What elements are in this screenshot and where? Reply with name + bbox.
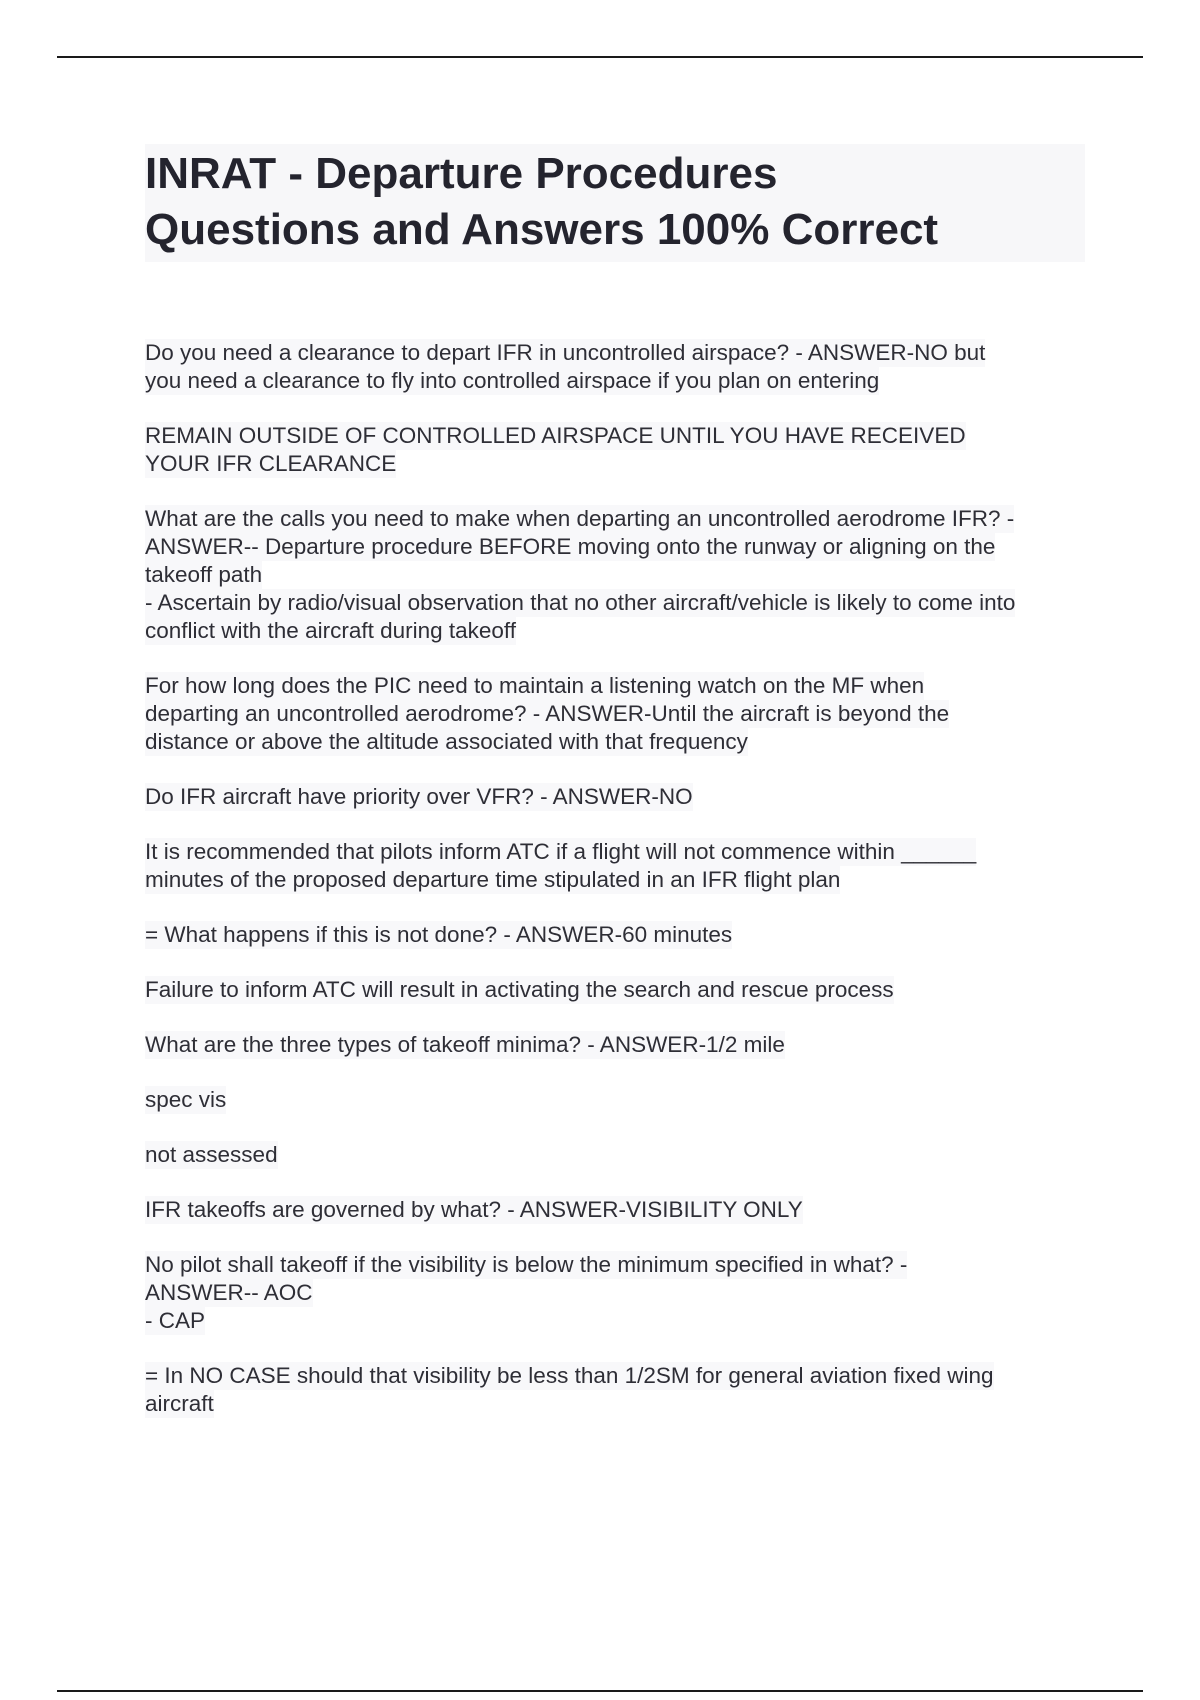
text-line: YOUR IFR CLEARANCE <box>145 451 397 476</box>
text-line: Failure to inform ATC will result in activating the search and rescue process <box>145 977 894 1002</box>
qa-paragraph <box>145 1141 1090 1169</box>
text-line: conflict with the aircraft during takeoff <box>145 618 517 643</box>
document-title <box>145 144 1085 262</box>
qa-paragraph <box>145 339 1090 395</box>
qa-content <box>145 339 1090 1445</box>
qa-paragraph <box>145 422 1090 478</box>
text-line: What are the calls you need to make when departing an uncontrolled aerodrome IFR? - <box>145 506 1015 531</box>
text-line: minutes of the proposed departure time stipulated in an IFR flight plan <box>145 867 841 892</box>
text-line: For how long does the PIC need to maintain a listening watch on the MF when <box>145 673 925 698</box>
title-line-2: Questions and Answers 100% Correct <box>145 205 939 254</box>
text-line: REMAIN OUTSIDE OF CONTROLLED AIRSPACE UNTIL YOU HAVE RECEIVED <box>145 423 966 448</box>
text-line: ANSWER-- Departure procedure BEFORE moving onto the runway or aligning on the <box>145 534 996 559</box>
qa-paragraph <box>145 505 1090 645</box>
text-line: Do IFR aircraft have priority over VFR? - ANSWER-NO <box>145 784 693 809</box>
qa-paragraph <box>145 1031 1090 1059</box>
text-line: ANSWER-- AOC <box>145 1280 313 1305</box>
text-line: = What happens if this is not done? - ANSWER-60 minutes <box>145 922 733 947</box>
qa-paragraph <box>145 976 1090 1004</box>
qa-paragraph <box>145 672 1090 756</box>
text-line: - CAP <box>145 1308 206 1333</box>
text-line: you need a clearance to fly into controlled airspace if you plan on entering <box>145 368 880 393</box>
text-line: spec vis <box>145 1087 227 1112</box>
text-line: = In NO CASE should that visibility be less than 1/2SM for general aviation fixed wing <box>145 1363 994 1388</box>
text-line: What are the three types of takeoff minima? - ANSWER-1/2 mile <box>145 1032 785 1057</box>
qa-paragraph <box>145 1362 1090 1418</box>
text-line: IFR takeoffs are governed by what? - ANSWER-VISIBILITY ONLY <box>145 1197 803 1222</box>
qa-paragraph <box>145 921 1090 949</box>
text-line: aircraft <box>145 1391 214 1416</box>
top-rule <box>57 56 1143 58</box>
qa-paragraph <box>145 783 1090 811</box>
qa-paragraph <box>145 838 1090 894</box>
text-line: - Ascertain by radio/visual observation that no other aircraft/vehicle is likely to come into <box>145 590 1016 615</box>
title-line-1: INRAT - Departure Procedures <box>145 149 778 198</box>
qa-paragraph <box>145 1086 1090 1114</box>
text-line: departing an uncontrolled aerodrome? - ANSWER-Until the aircraft is beyond the <box>145 701 950 726</box>
text-line: Do you need a clearance to depart IFR in uncontrolled airspace? - ANSWER-NO but <box>145 340 986 365</box>
qa-paragraph <box>145 1196 1090 1224</box>
text-line: No pilot shall takeoff if the visibility is below the minimum specified in what? - <box>145 1252 908 1277</box>
text-line: takeoff path <box>145 562 263 587</box>
qa-paragraph <box>145 1251 1090 1335</box>
bottom-rule <box>57 1690 1143 1692</box>
text-line: not assessed <box>145 1142 278 1167</box>
text-line: distance or above the altitude associated with that frequency <box>145 729 748 754</box>
text-line: It is recommended that pilots inform ATC if a flight will not commence within ______ <box>145 839 977 864</box>
